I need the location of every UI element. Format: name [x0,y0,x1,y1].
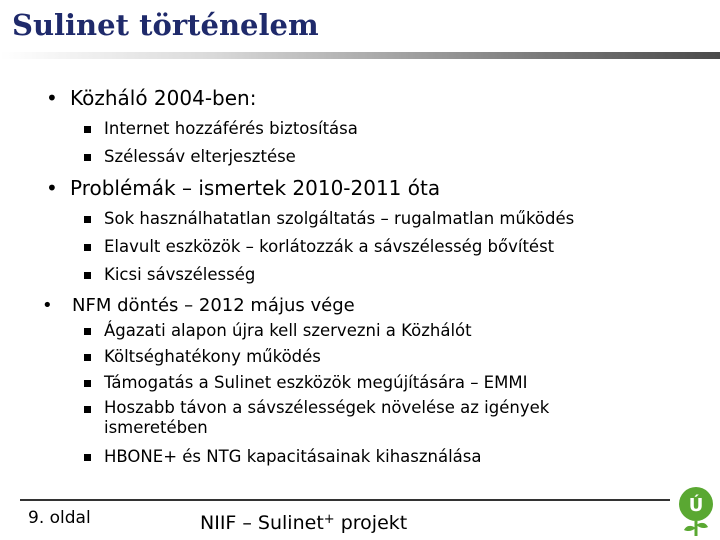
sub-bullet-text: Internet hozzáférés biztosítása [104,119,358,138]
uj-logo-icon [674,484,718,538]
square-bullet-icon [84,454,91,461]
sub-bullet-text: Ágazati alapon újra kell szervezni a Közhálót [104,321,472,340]
square-bullet-icon [84,272,91,279]
sub-bullet-text: Sok használhatatlan szolgáltatás – rugalmatlan működés [104,209,575,228]
footer-project-sup: + [323,512,335,527]
sub-bullet-text: HBONE+ és NTG kapacitásainak kihasználása [104,447,482,466]
square-bullet-icon [84,216,91,223]
sub-bullet-text: Szélessáv elterjesztése [104,147,296,166]
square-bullet-icon [84,154,91,161]
page-title: Sulinet történelem [12,8,319,42]
footer-divider [20,499,670,501]
sub-bullet-text: Támogatás a Sulinet eszközök megújítására – EMMI [104,373,528,392]
square-bullet-icon [84,328,91,335]
footer-project-title [200,512,407,534]
square-bullet-icon [84,406,91,413]
square-bullet-icon [84,354,91,361]
bullet-dot-icon: • [46,86,58,110]
title-divider [0,52,720,59]
bullet-text: NFM döntés – 2012 május vége [72,295,355,316]
page-number: 9. oldal [28,508,91,528]
footer-project-main: NIIF – Sulinet [200,512,324,534]
square-bullet-icon [84,380,91,387]
footer-project-tail: projekt [334,512,408,534]
bullet-dot-icon: • [46,176,58,200]
sub-bullet-text: Költséghatékony működés [104,347,321,366]
sub-bullet-text: Hoszabb távon a sávszélességek növelése az igények ismeretében [104,398,550,437]
bullet-dot-icon: • [42,295,53,316]
square-bullet-icon [84,126,91,133]
logo-letter: Ú [688,495,704,516]
sub-bullet-text: Elavult eszközök – korlátozzák a sávszélesség bővítést [104,237,555,256]
square-bullet-icon [84,244,91,251]
bullet-text: Problémák – ismertek 2010-2011 óta [70,176,441,200]
bullet-text: Közháló 2004-ben: [70,86,257,110]
sub-bullet-text: Kicsi sávszélesség [104,265,256,284]
